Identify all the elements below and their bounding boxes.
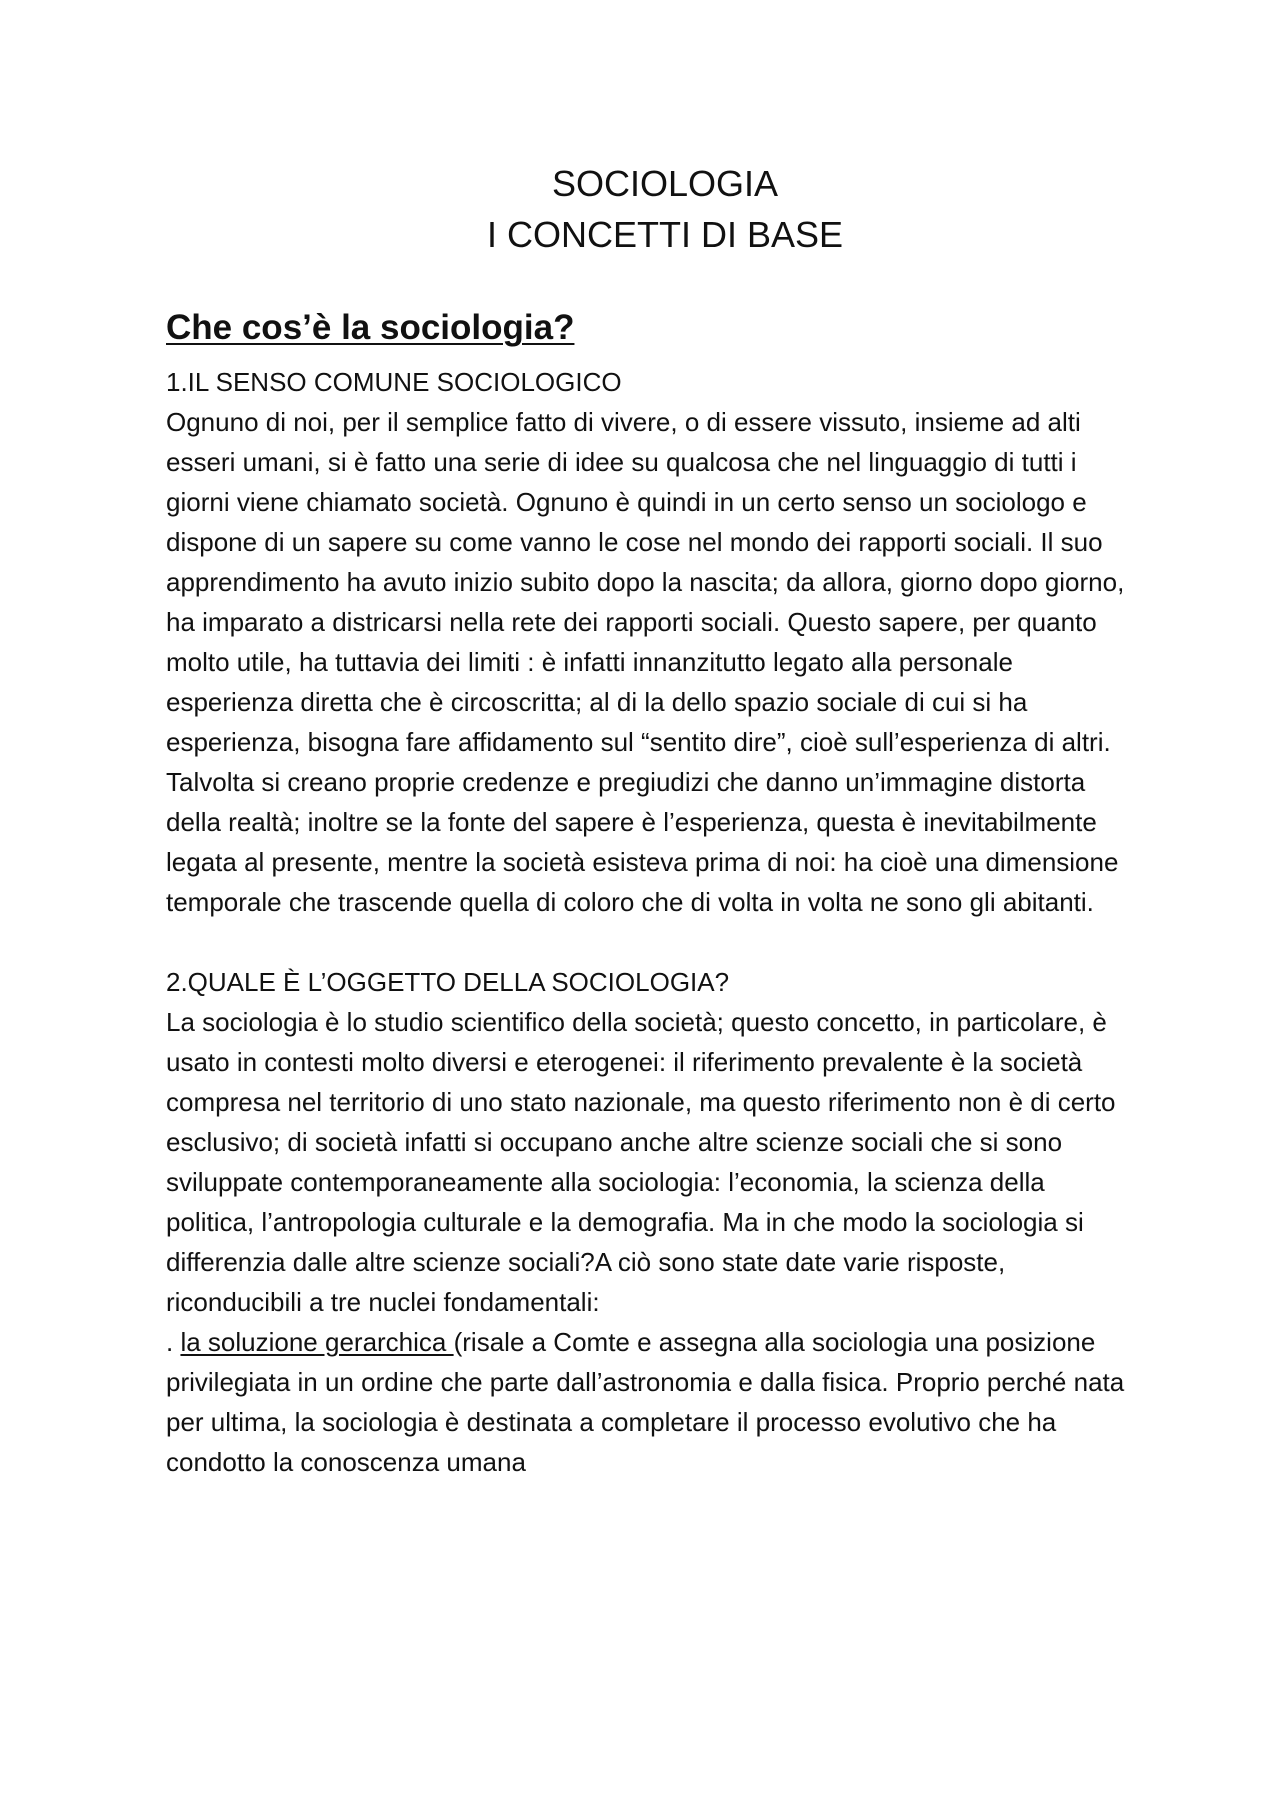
document-title (0, 158, 1280, 260)
bullet-text: (risale a Comte e assegna alla sociologia una posizione privilegiata in un ordine che parte dall’astronomia e dalla fisica. Proprio perché nata per ultima, la sociologia è destinata a completare il processo evolutivo che ha condotto la conoscenza umana (166, 1327, 1125, 1477)
section-1-title: 1.IL SENSO COMUNE SOCIOLOGICO (166, 367, 622, 397)
section-2-title: 2.QUALE È L’OGGETTO DELLA SOCIOLOGIA? (166, 967, 730, 997)
section-2-body: La sociologia è lo studio scientifico della società; questo concetto, in particolare, è usato in contesti molto diversi e eterogenei: il riferimento prevalente è la società compresa nel territorio di uno stato nazionale, ma questo riferimento non è di certo esclusivo; di società infatti si occupano anche altre scienze sociali che si sono sviluppate contemporaneamente alla sociologia: l’economia, la scienza della politica, l’antropologia culturale e la demografia. Ma in che modo la sociologia si differenzia dalle altre scienze sociali?A ciò sono state date varie risposte, riconducibili a tre nuclei fondamentali: (166, 1007, 1116, 1317)
bullet-marker: . (166, 1327, 181, 1357)
paragraph-spacer (166, 922, 1126, 962)
bullet-underlined-term: la soluzione gerarchica (180, 1327, 454, 1357)
title-line-2: I CONCETTI DI BASE (486, 214, 844, 255)
section-2-bullet (166, 1322, 1126, 1482)
main-heading: Che cos’è la sociologia? (166, 308, 575, 347)
section-1-body: Ognuno di noi, per il semplice fatto di vivere, o di essere vissuto, insieme ad alti esseri umani, si è fatto una serie di idee su qualcosa che nel linguaggio di tutti i giorni viene chiamato società. Ognuno è quindi in un certo senso un sociologo e dispone di un sapere su come vanno le cose nel mondo dei rapporti sociali. Il suo apprendimento ha avuto inizio subito dopo la nascita; da allora, giorno dopo giorno, ha imparato a districarsi nella rete dei rapporti sociali. Questo sapere, per quanto molto utile, ha tuttavia dei limiti : è infatti innanzitutto legato alla personale esperienza diretta che è circoscritta; al di la dello spazio sociale di cui si ha esperienza, bisogna fare affidamento sul “sentito dire”, cioè sull’esperienza di altri. Talvolta si creano proprie credenze e pregiudizi che danno un’immagine distorta della realtà; inoltre se la fonte del sapere è l’esperienza, questa è inevitabilmente legata al presente, mentre la società esisteva prima di noi: ha cioè una dimensione temporale che trascende quella di coloro che di volta in volta ne sono gli abitanti. (166, 407, 1125, 917)
document-content (166, 305, 1126, 1482)
title-line-1: SOCIOLOGIA (551, 163, 779, 204)
